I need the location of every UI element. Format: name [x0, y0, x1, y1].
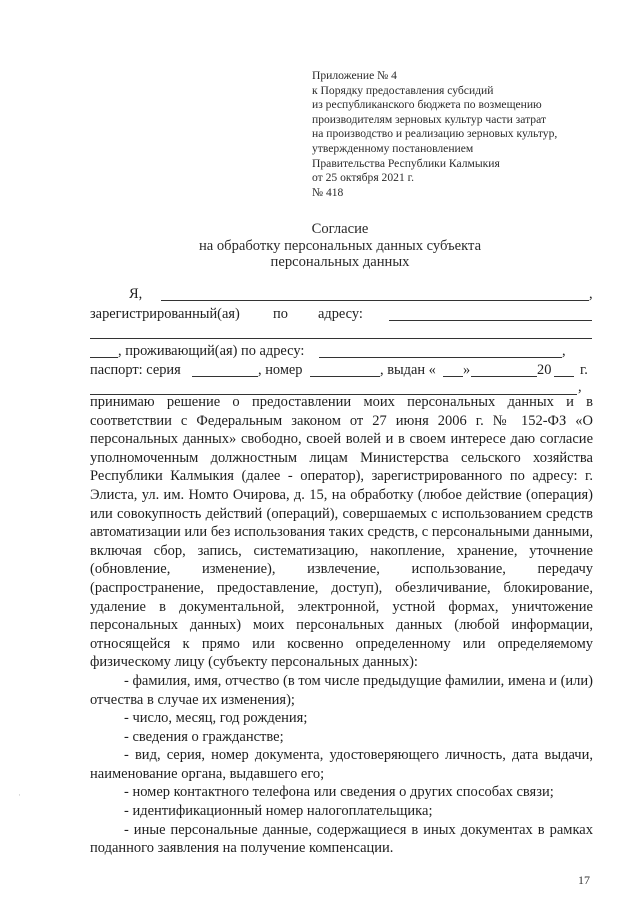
list-item: - число, месяц, год рождения; [124, 710, 308, 727]
appendix-line: Приложение № 4 [312, 69, 397, 82]
form-address-label: адресу: [318, 306, 363, 322]
form-po-label: по [273, 306, 288, 322]
margin-mark: · [18, 790, 21, 800]
list-item: - фамилия, имя, отчество (в том числе предыдущие фамилии, имена и (или) отчества в случае их изменения); [90, 672, 593, 708]
consent-paragraph: принимаю решение о предоставлении моих персональных данных и в соответствии с Федеральным законом от 27 июня 2006 г. № 152-ФЗ «О персональных данных» свободно, своей волей и в своем интересе даю согласие уполномоченным должностным лицам Министерства сельского хозяйства Республики Калмыкия (далее - оператор), зарегистрированного по адресу: г. Элиста, ул. им. Номто Очирова, д. 15, на обработку (любое действие (операция) или совокупность действий (операций), совершаемых с использованием средств автоматизации или без использования таких средств, с персональными данными, включая сбор, запись, систематизацию, накопление, хранение, уточнение (обновление, изменение), извлечение, использование, передачу (распространение, предоставление, доступ), обезличивание, блокирование, удаление в документальной, электронной, устной формах, уничтожение персональных данных) моих персональных данных (любой информации, относящейся к прямо или косвенно определенному или определяемому физическому лицу (субъекту персональных данных): [90, 394, 593, 671]
appendix-line: Правительства Республики Калмыкия [312, 156, 500, 170]
registration-address-line-2[interactable] [90, 338, 592, 339]
issue-day-line[interactable] [443, 376, 463, 377]
form-issued-label: , выдан « [380, 362, 436, 378]
document-title [90, 221, 590, 271]
appendix-header [312, 69, 612, 200]
form-quote-close: » [463, 362, 471, 378]
appendix-line: № 418 [312, 185, 344, 199]
form-comma: , [589, 286, 593, 302]
form-name-label: Я, [129, 286, 143, 302]
passport-number-line[interactable] [310, 376, 380, 377]
living-address-line[interactable] [319, 357, 562, 358]
form-comma: , [562, 343, 566, 359]
appendix-line: утвержденному постановлением [312, 141, 474, 155]
passport-series-line[interactable] [192, 376, 258, 377]
form-registered-label: зарегистрированный(ая) [90, 306, 240, 322]
appendix-line: производителям зерновых культур части затрат [312, 112, 547, 126]
form-number-label: , номер [258, 362, 303, 378]
list-item: - номер контактного телефона или сведения о других способах связи; [124, 784, 554, 801]
title-line: персональных данных [270, 254, 410, 270]
title-line: на обработку персональных данных субъекта [198, 237, 482, 254]
form-living-label: , проживающий(ая) по адресу: [118, 343, 305, 359]
appendix-line: из республиканского бюджета по возмещению [312, 98, 542, 112]
form-passport-label: паспорт: серия [90, 362, 181, 378]
title-line: Согласие [311, 221, 369, 237]
list-item: - иные персональные данные, содержащиеся в иных документах в рамках поданного заявления на получение компенсации. [90, 821, 593, 857]
form-comma: , [578, 379, 582, 395]
appendix-line: к Порядку предоставления субсидий [312, 83, 494, 97]
address-prefix-line[interactable] [90, 357, 118, 358]
list-item: - вид, серия, номер документа, удостоверяющего личность, дата выдачи, наименование органа, выдавшего его; [90, 747, 593, 782]
issue-month-line[interactable] [471, 376, 537, 377]
list-item: - сведения о гражданстве; [124, 728, 284, 745]
form-year-suffix: г. [580, 362, 588, 378]
page-number: 17 [578, 873, 590, 887]
name-field-line[interactable] [161, 300, 589, 301]
issue-year-line[interactable] [554, 376, 574, 377]
appendix-line: от 25 октября 2021 г. [312, 171, 414, 185]
consent-body [90, 393, 593, 858]
registration-address-line[interactable] [389, 320, 592, 321]
form-year-prefix: 20 [537, 362, 552, 378]
appendix-line: на производство и реализацию зерновых культур, [312, 127, 558, 141]
list-item: - идентификационный номер налогоплательщика; [124, 803, 433, 820]
